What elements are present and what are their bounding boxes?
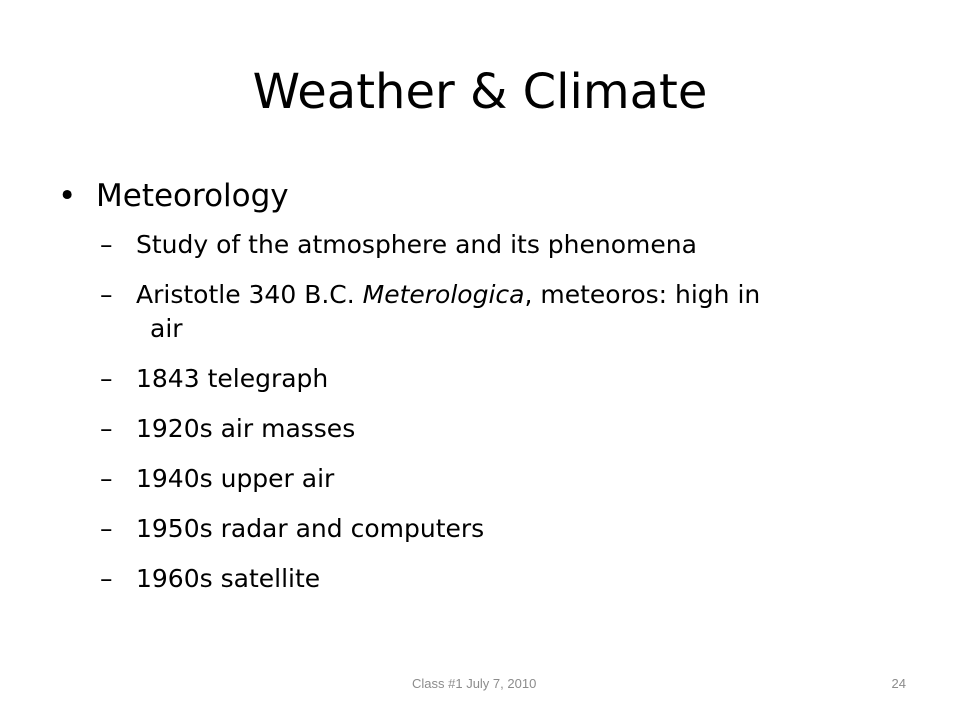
sub-item-text: Study of the atmosphere and its phenomena	[136, 230, 697, 259]
sub-item-text	[136, 278, 876, 312]
sub-item	[58, 362, 876, 396]
sub-item	[58, 512, 876, 546]
sub-item	[58, 228, 876, 262]
dash-marker: –	[100, 414, 113, 443]
sub-item-continuation: air	[150, 314, 183, 343]
footer-date: Class #1 July 7, 2010	[412, 676, 537, 691]
bullet-label: Meteorology	[96, 178, 289, 214]
sub-item-text: 1920s air masses	[136, 414, 356, 443]
sub-item	[58, 412, 876, 446]
slide-title: Weather & Climate	[252, 64, 708, 120]
dash-marker: –	[100, 280, 113, 309]
sub-item-italic-title: Meterologica	[362, 280, 525, 309]
sub-item	[58, 278, 876, 346]
bullet-item-meteorology	[58, 172, 918, 220]
dash-marker: –	[100, 464, 113, 493]
dash-marker: –	[100, 514, 113, 543]
sub-item	[58, 462, 876, 496]
sub-item-text: 1960s satellite	[136, 564, 321, 593]
bullet-list	[58, 172, 918, 612]
dash-marker: –	[100, 364, 113, 393]
dash-marker: –	[100, 230, 113, 259]
slide-number: 24	[891, 676, 906, 691]
sub-item-text: 1950s radar and computers	[136, 514, 485, 543]
sub-item-text: 1940s upper air	[136, 464, 335, 493]
sub-bullet-list	[58, 228, 918, 596]
bullet-marker: •	[58, 178, 77, 214]
sub-item-text: 1843 telegraph	[136, 364, 329, 393]
dash-marker: –	[100, 564, 113, 593]
sub-item-text-post: , meteoros: high in	[524, 280, 761, 309]
sub-item	[58, 562, 876, 596]
sub-item-text-pre: Aristotle 340 B.C.	[136, 280, 363, 309]
